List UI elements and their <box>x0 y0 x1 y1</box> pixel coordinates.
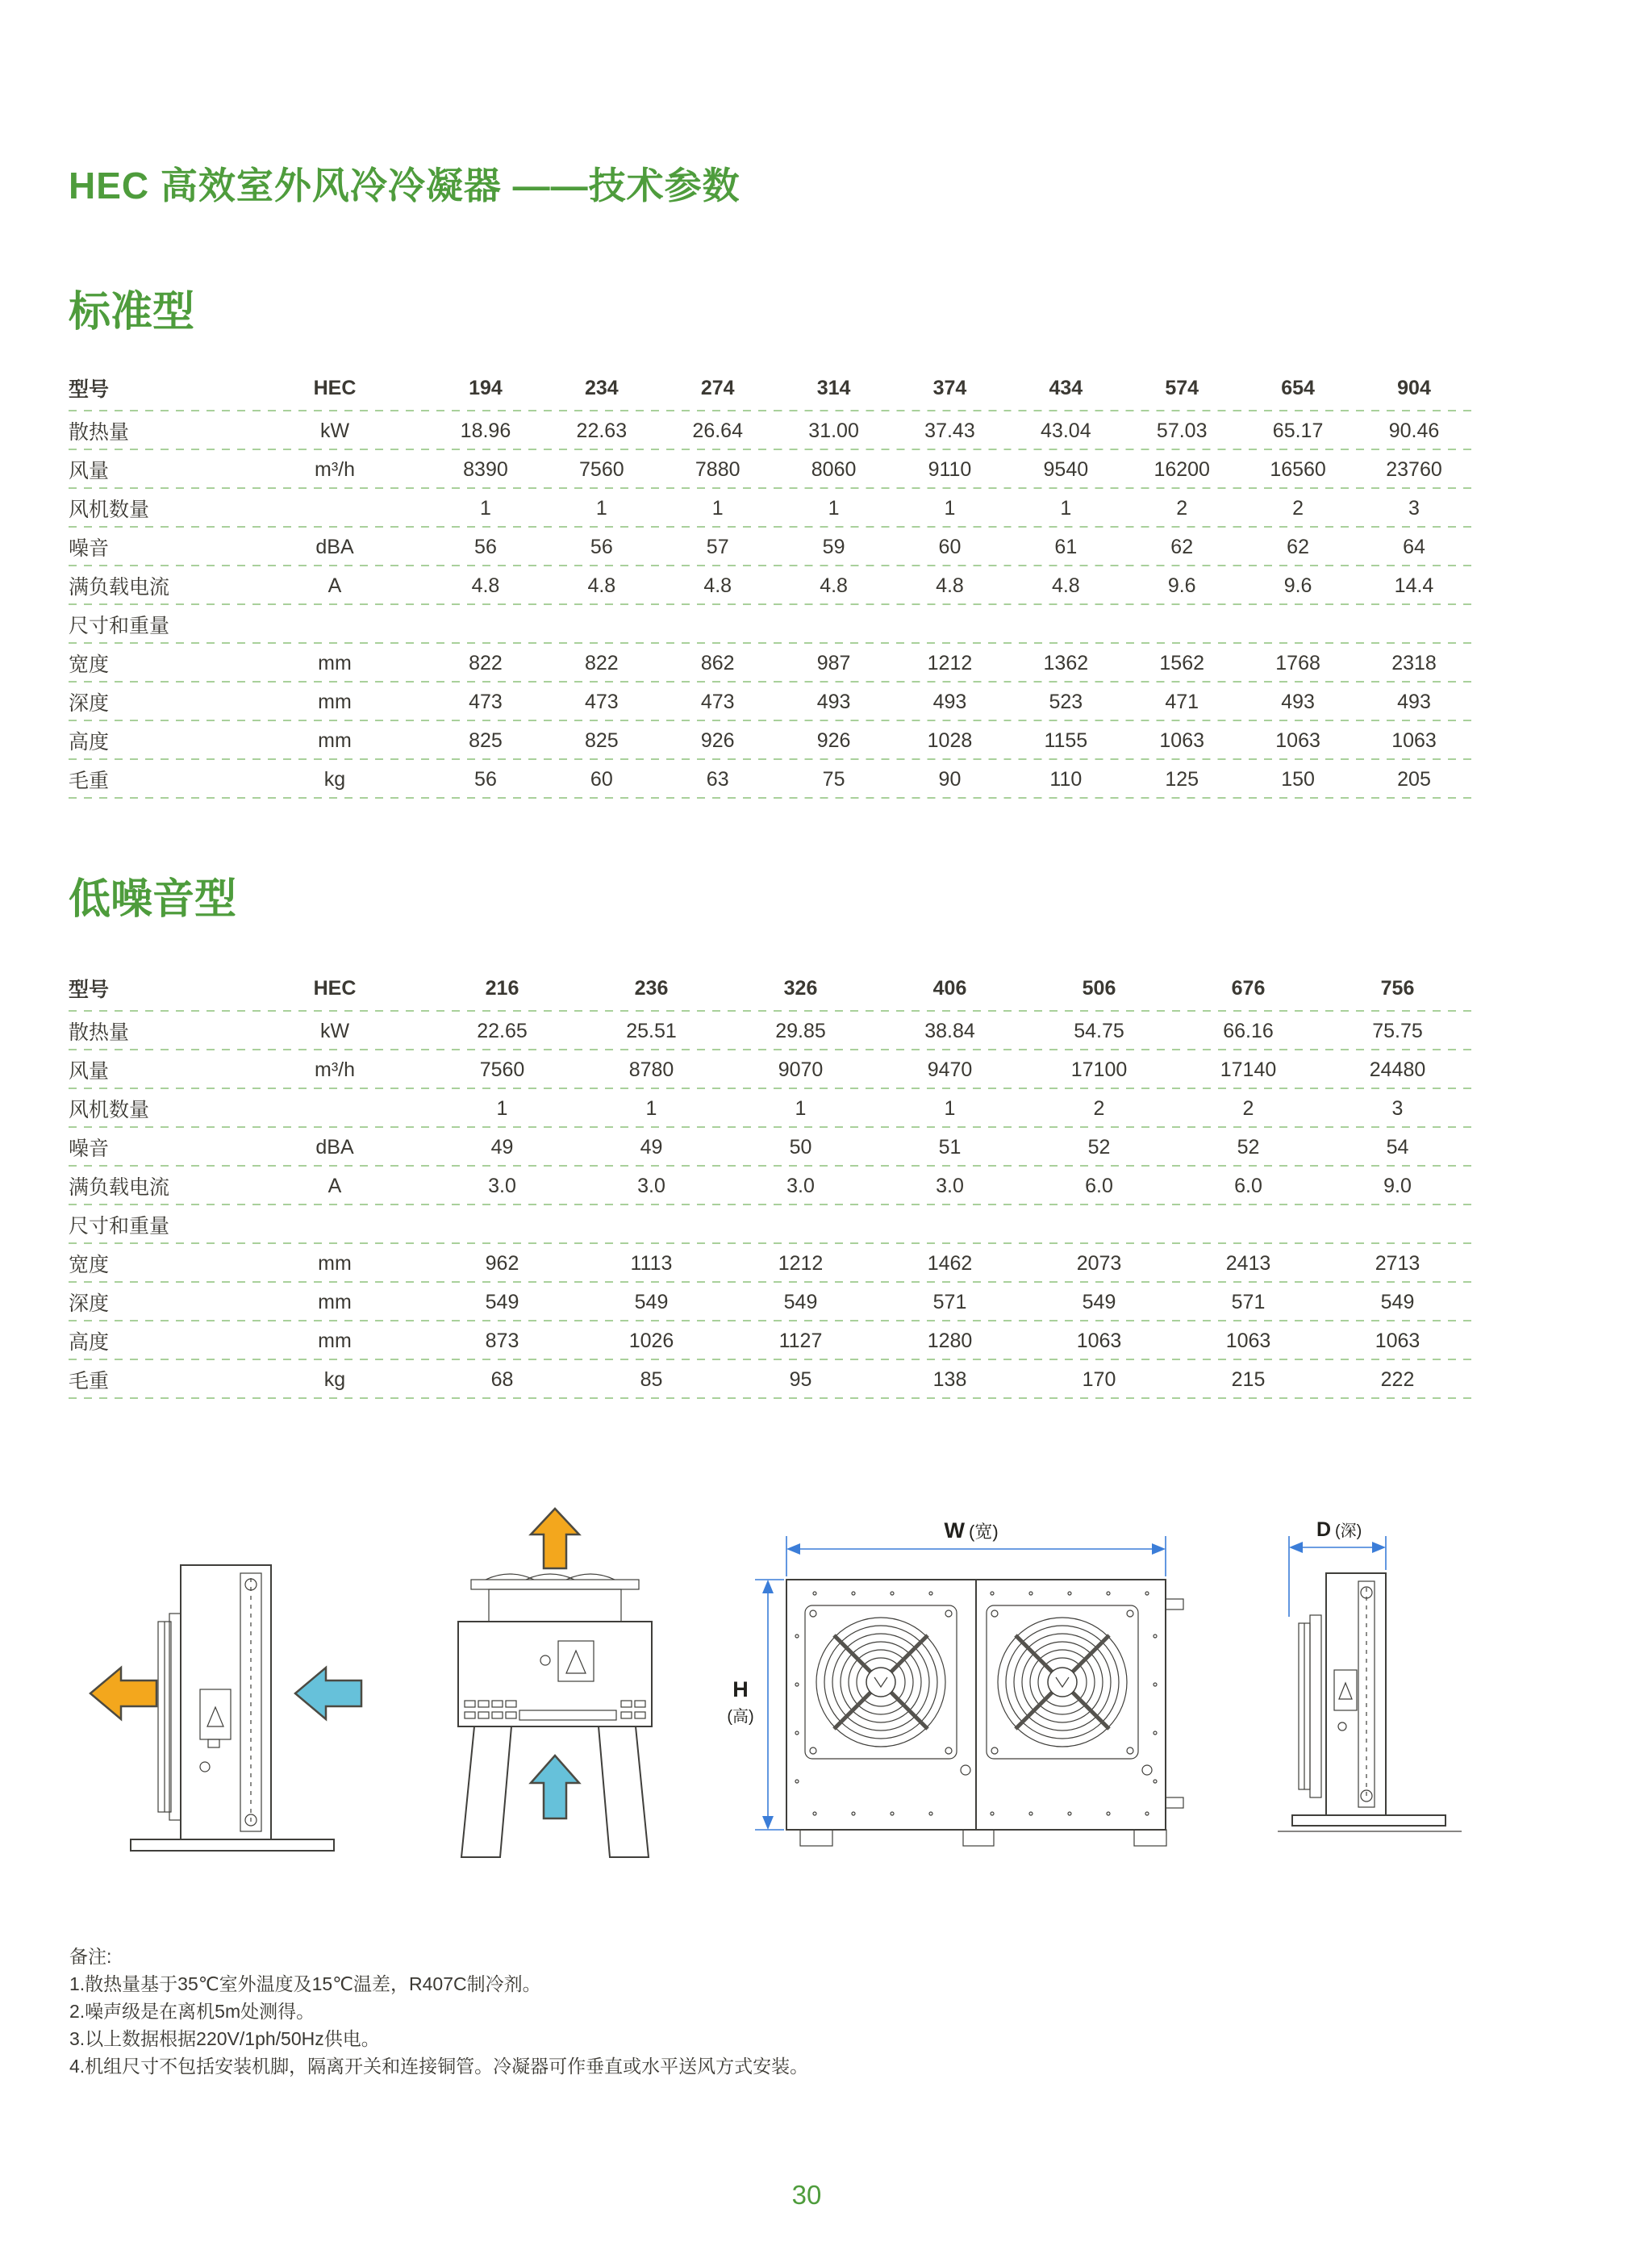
table-row <box>69 644 1472 683</box>
cell-value: 471 <box>1165 690 1199 713</box>
cell-value: 1768 <box>1275 651 1320 674</box>
cell-value: 2 <box>1242 1096 1254 1120</box>
header-model: 274 <box>700 376 735 399</box>
cell-value: 3.0 <box>637 1174 665 1197</box>
cell-value: 22.65 <box>477 1019 528 1042</box>
cell-value: 150 <box>1281 767 1315 791</box>
diagram-front-view <box>726 1515 1218 1862</box>
cell-value: 1155 <box>1044 729 1088 752</box>
cell-value: 473 <box>584 690 619 713</box>
header-model-label: 型号 <box>69 378 110 401</box>
cell-value: 60 <box>938 535 962 558</box>
cell-value: 4.8 <box>587 574 616 597</box>
cell-value: 62 <box>1170 535 1194 558</box>
table-row <box>69 1283 1472 1321</box>
cell-value: 68 <box>490 1367 514 1391</box>
cell-value: 2318 <box>1391 651 1437 674</box>
cell-value: 9.6 <box>1167 574 1196 597</box>
row-label: 散热量 <box>69 421 130 444</box>
row-unit: dBA <box>315 1135 354 1159</box>
row-unit: mm <box>318 729 352 752</box>
cell-value: 57.03 <box>1156 419 1208 442</box>
cell-value: 17100 <box>1070 1058 1128 1081</box>
header-model: 506 <box>1082 976 1116 1000</box>
cell-value: 473 <box>469 690 503 713</box>
row-label: 高度 <box>69 1331 110 1354</box>
cell-value: 9.6 <box>1283 574 1312 597</box>
cell-value: 75.75 <box>1372 1019 1423 1042</box>
row-label: 宽度 <box>69 653 110 676</box>
cell-value: 1063 <box>1225 1329 1271 1352</box>
cell-value: 125 <box>1165 767 1199 791</box>
note-item: 3.以上数据根据220V/1ph/50Hz供电。 <box>69 2028 380 2049</box>
cell-value: 1212 <box>778 1251 824 1275</box>
table-row <box>69 1321 1472 1360</box>
cell-value: 9540 <box>1043 457 1089 481</box>
cell-value: 1063 <box>1375 1329 1420 1352</box>
cell-value: 9070 <box>778 1058 824 1081</box>
table-row <box>69 721 1472 760</box>
row-unit: mm <box>318 651 352 674</box>
cell-value: 17140 <box>1220 1058 1277 1081</box>
cell-value: 9470 <box>927 1058 973 1081</box>
cell-value: 38.84 <box>924 1019 975 1042</box>
cell-value: 23760 <box>1386 457 1442 481</box>
cell-value: 31.00 <box>808 419 859 442</box>
row-unit: kg <box>323 767 346 791</box>
cell-value: 18.96 <box>460 419 511 442</box>
table-row <box>69 1360 1472 1399</box>
height-dimension <box>727 1580 784 1830</box>
header-brand: HEC <box>313 976 357 1000</box>
width-dimension-label: W <box>944 1518 965 1543</box>
header-model: 654 <box>1281 376 1315 399</box>
cell-value: 63 <box>706 767 729 791</box>
cell-value: 493 <box>932 690 967 713</box>
cell-value: 43.04 <box>1041 419 1091 442</box>
page-number: 30 <box>791 2180 822 2210</box>
cell-value: 90.46 <box>1388 419 1440 442</box>
cell-value: 62 <box>1287 535 1309 558</box>
row-label: 毛重 <box>69 1370 110 1392</box>
cell-value: 95 <box>789 1367 812 1391</box>
row-label: 深度 <box>69 1292 110 1315</box>
low-noise-spec-table <box>69 965 1472 1399</box>
row-unit: m³/h <box>315 1058 355 1081</box>
cell-value: 56 <box>590 535 613 558</box>
cell-value: 1 <box>496 1096 508 1120</box>
cell-value: 962 <box>485 1251 519 1275</box>
cell-value: 85 <box>640 1367 663 1391</box>
depth-dimension <box>1289 1518 1386 1617</box>
cell-value: 1 <box>595 496 607 520</box>
table-row <box>69 1244 1472 1283</box>
cell-value: 571 <box>1231 1290 1266 1313</box>
row-unit: mm <box>318 690 352 713</box>
cell-value: 2 <box>1093 1096 1105 1120</box>
width-dimension <box>786 1518 1166 1576</box>
cell-value: 1113 <box>630 1251 673 1275</box>
cell-value: 1462 <box>927 1251 973 1275</box>
row-label: 满负载电流 <box>69 1176 170 1199</box>
row-label: 毛重 <box>69 770 110 792</box>
section-title-low-noise: 低噪音型 <box>69 876 237 923</box>
row-unit: mm <box>318 1329 352 1352</box>
cell-value: 571 <box>932 1290 967 1313</box>
cell-value: 549 <box>634 1290 669 1313</box>
cell-value: 1063 <box>1159 729 1205 752</box>
cell-value: 2 <box>1292 496 1304 520</box>
row-label: 散热量 <box>69 1021 130 1044</box>
cell-value: 1028 <box>927 729 973 752</box>
table-row <box>69 1050 1472 1089</box>
cell-value: 16560 <box>1270 457 1326 481</box>
header-model: 756 <box>1380 976 1415 1000</box>
header-model: 574 <box>1165 376 1199 399</box>
cell-value: 37.43 <box>924 419 975 442</box>
cell-value: 1 <box>944 1096 956 1120</box>
header-model: 216 <box>485 976 519 1000</box>
row-unit: A <box>327 574 342 597</box>
cell-value: 493 <box>1281 690 1315 713</box>
cell-value: 205 <box>1397 767 1431 791</box>
cell-value: 7560 <box>579 457 624 481</box>
section-row-label: 尺寸和重量 <box>69 615 170 637</box>
row-unit: kg <box>323 1367 346 1391</box>
cell-value: 50 <box>789 1135 812 1159</box>
cell-value: 926 <box>700 729 735 752</box>
cell-value: 1 <box>480 496 491 520</box>
cell-value: 493 <box>1397 690 1431 713</box>
cell-value: 26.64 <box>692 419 743 442</box>
cell-value: 1026 <box>628 1329 674 1352</box>
cell-value: 64 <box>1403 535 1425 558</box>
cell-value: 4.8 <box>703 574 732 597</box>
cell-value: 825 <box>584 729 619 752</box>
cell-value: 57 <box>706 535 729 558</box>
header-brand: HEC <box>313 376 357 399</box>
page-title: HEC 高效室外风冷冷凝器 ——技术参数 <box>69 165 740 207</box>
cell-value: 1362 <box>1043 651 1089 674</box>
cell-value: 1 <box>944 496 956 520</box>
cell-value: 862 <box>700 651 735 674</box>
cell-value: 16200 <box>1153 457 1210 481</box>
cell-value: 549 <box>783 1290 818 1313</box>
notes-block <box>69 1943 808 2080</box>
row-label: 宽度 <box>69 1254 110 1276</box>
cell-value: 14.4 <box>1394 574 1434 597</box>
table-row <box>69 528 1472 566</box>
cell-value: 4.8 <box>471 574 500 597</box>
row-label: 风量 <box>69 460 110 482</box>
cell-value: 493 <box>816 690 851 713</box>
section-title-standard: 标准型 <box>69 289 195 336</box>
row-unit: mm <box>318 1251 352 1275</box>
cell-value: 66.16 <box>1223 1019 1274 1042</box>
table-header-row <box>69 365 1472 411</box>
cell-value: 8390 <box>463 457 508 481</box>
cell-value: 1212 <box>927 651 973 674</box>
cell-value: 825 <box>469 729 503 752</box>
row-label: 噪音 <box>69 1138 110 1160</box>
airflow-in-arrow-icon <box>295 1668 361 1719</box>
cell-value: 4.8 <box>820 574 848 597</box>
cell-value: 873 <box>485 1329 519 1352</box>
table-row <box>69 683 1472 721</box>
cell-value: 7880 <box>695 457 740 481</box>
cell-value: 22.63 <box>576 419 628 442</box>
diagram-side-view-horizontal-airflow <box>81 1543 379 1865</box>
cell-value: 1562 <box>1159 651 1205 674</box>
header-model: 314 <box>816 376 851 399</box>
cell-value: 6.0 <box>1234 1174 1262 1197</box>
cell-value: 215 <box>1231 1367 1266 1391</box>
cell-value: 822 <box>584 651 619 674</box>
cell-value: 9.0 <box>1383 1174 1412 1197</box>
table-row <box>69 760 1472 799</box>
cell-value: 8060 <box>811 457 857 481</box>
table-row <box>69 1128 1472 1167</box>
header-model: 434 <box>1049 376 1083 399</box>
cell-value: 549 <box>1082 1290 1116 1313</box>
cell-value: 90 <box>938 767 962 791</box>
table-row <box>69 605 1472 644</box>
header-model: 236 <box>634 976 669 1000</box>
cell-value: 3.0 <box>936 1174 964 1197</box>
cell-value: 56 <box>474 767 497 791</box>
cell-value: 549 <box>485 1290 519 1313</box>
row-label: 噪音 <box>69 537 110 560</box>
header-model: 374 <box>932 376 967 399</box>
row-label: 风机数量 <box>69 499 150 521</box>
cell-value: 1 <box>828 496 840 520</box>
cell-value: 1 <box>645 1096 657 1120</box>
header-model: 326 <box>783 976 818 1000</box>
cell-value: 1063 <box>1275 729 1320 752</box>
cell-value: 3.0 <box>786 1174 815 1197</box>
cell-value: 61 <box>1054 535 1078 558</box>
depth-dimension-label: D <box>1316 1518 1331 1541</box>
height-dimension-label: H <box>732 1677 749 1701</box>
cell-value: 138 <box>932 1367 967 1391</box>
row-unit <box>242 1089 428 1128</box>
diagram-vertical-airflow <box>429 1502 681 1865</box>
header-model: 194 <box>469 376 503 399</box>
cell-value: 1 <box>795 1096 807 1120</box>
cell-value: 52 <box>1087 1135 1111 1159</box>
row-unit: kW <box>319 1019 350 1042</box>
cell-value: 2073 <box>1076 1251 1122 1275</box>
table-row <box>69 1205 1472 1244</box>
cell-value: 1280 <box>927 1329 973 1352</box>
cell-value: 3 <box>1408 496 1420 520</box>
row-unit <box>242 489 428 528</box>
fan-left <box>805 1605 970 1775</box>
cell-value: 9110 <box>928 457 972 481</box>
cell-value: 8780 <box>628 1058 674 1081</box>
section-row-label: 尺寸和重量 <box>69 1215 170 1238</box>
cell-value: 473 <box>700 690 735 713</box>
cell-value: 54.75 <box>1074 1019 1124 1042</box>
row-label: 满负载电流 <box>69 576 170 599</box>
cell-value: 4.8 <box>936 574 964 597</box>
cell-value: 1127 <box>778 1329 823 1352</box>
notes-title: 备注: <box>69 1946 112 1967</box>
header-model: 904 <box>1397 376 1431 399</box>
table-row <box>69 1167 1472 1205</box>
cell-value: 2713 <box>1375 1251 1420 1275</box>
cell-value: 110 <box>1049 767 1083 791</box>
cell-value: 2 <box>1176 496 1188 520</box>
row-label: 高度 <box>69 731 110 754</box>
row-unit: mm <box>318 1290 352 1313</box>
depth-dimension-sub: (深) <box>1335 1522 1362 1540</box>
table-header-row <box>69 965 1472 1012</box>
cell-value: 1063 <box>1391 729 1437 752</box>
cell-value: 987 <box>816 651 851 674</box>
vent-slots <box>465 1701 645 1720</box>
cell-value: 222 <box>1380 1367 1415 1391</box>
row-unit: kW <box>319 419 350 442</box>
cell-value: 54 <box>1386 1135 1409 1159</box>
cell-value: 926 <box>816 729 851 752</box>
table-row <box>69 450 1472 489</box>
cell-value: 3.0 <box>488 1174 516 1197</box>
standard-spec-table <box>69 365 1472 799</box>
cell-value: 7560 <box>479 1058 525 1081</box>
cell-value: 822 <box>469 651 503 674</box>
header-model-label: 型号 <box>69 979 110 1001</box>
table-row <box>69 566 1472 605</box>
note-item: 4.机组尺寸不包括安装机脚，隔离开关和连接铜管。冷凝器可作垂直或水平送风方式安装。 <box>69 2056 809 2077</box>
cell-value: 549 <box>1380 1290 1415 1313</box>
header-model: 234 <box>584 376 619 399</box>
cell-value: 49 <box>640 1135 663 1159</box>
cell-value: 29.85 <box>775 1019 826 1042</box>
airflow-out-arrow-icon <box>531 1509 579 1568</box>
cell-value: 2413 <box>1225 1251 1271 1275</box>
cell-value: 170 <box>1082 1367 1116 1391</box>
cell-value: 65.17 <box>1272 419 1324 442</box>
row-label: 深度 <box>69 692 110 715</box>
diagram-side-view-depth <box>1263 1515 1475 1854</box>
note-item: 2.噪声级是在离机5m处测得。 <box>69 2001 315 2022</box>
cell-value: 52 <box>1237 1135 1260 1159</box>
header-model: 406 <box>932 976 967 1000</box>
cell-value: 1 <box>711 496 724 520</box>
height-dimension-sub: (高) <box>727 1708 754 1726</box>
cell-value: 25.51 <box>626 1019 677 1042</box>
airflow-in-arrow-icon <box>531 1756 579 1818</box>
cell-value: 4.8 <box>1051 574 1080 597</box>
width-dimension-sub: (宽) <box>969 1522 999 1542</box>
table-row <box>69 489 1472 528</box>
cell-value: 75 <box>822 767 845 791</box>
cell-value: 49 <box>490 1135 514 1159</box>
cell-value: 6.0 <box>1085 1174 1113 1197</box>
row-unit: dBA <box>315 535 354 558</box>
row-unit: m³/h <box>315 457 355 481</box>
table-row <box>69 411 1472 450</box>
table-row <box>69 1089 1472 1128</box>
cell-value: 51 <box>938 1135 962 1159</box>
cell-value: 59 <box>822 535 845 558</box>
cell-value: 523 <box>1049 690 1083 713</box>
airflow-out-arrow-icon <box>90 1668 156 1719</box>
row-unit: A <box>327 1174 342 1197</box>
cell-value: 60 <box>590 767 613 791</box>
cell-value: 56 <box>474 535 497 558</box>
row-label: 风机数量 <box>69 1099 150 1121</box>
row-label: 风量 <box>69 1060 110 1083</box>
header-model: 676 <box>1231 976 1266 1000</box>
fan-right <box>987 1605 1152 1775</box>
note-item: 1.散热量基于35℃室外温度及15℃温差，R407C制冷剂。 <box>69 1973 541 1994</box>
cell-value: 1 <box>1060 496 1072 520</box>
table-row <box>69 1012 1472 1050</box>
cell-value: 24480 <box>1369 1058 1426 1081</box>
cell-value: 3 <box>1391 1096 1404 1120</box>
cell-value: 1063 <box>1076 1329 1122 1352</box>
